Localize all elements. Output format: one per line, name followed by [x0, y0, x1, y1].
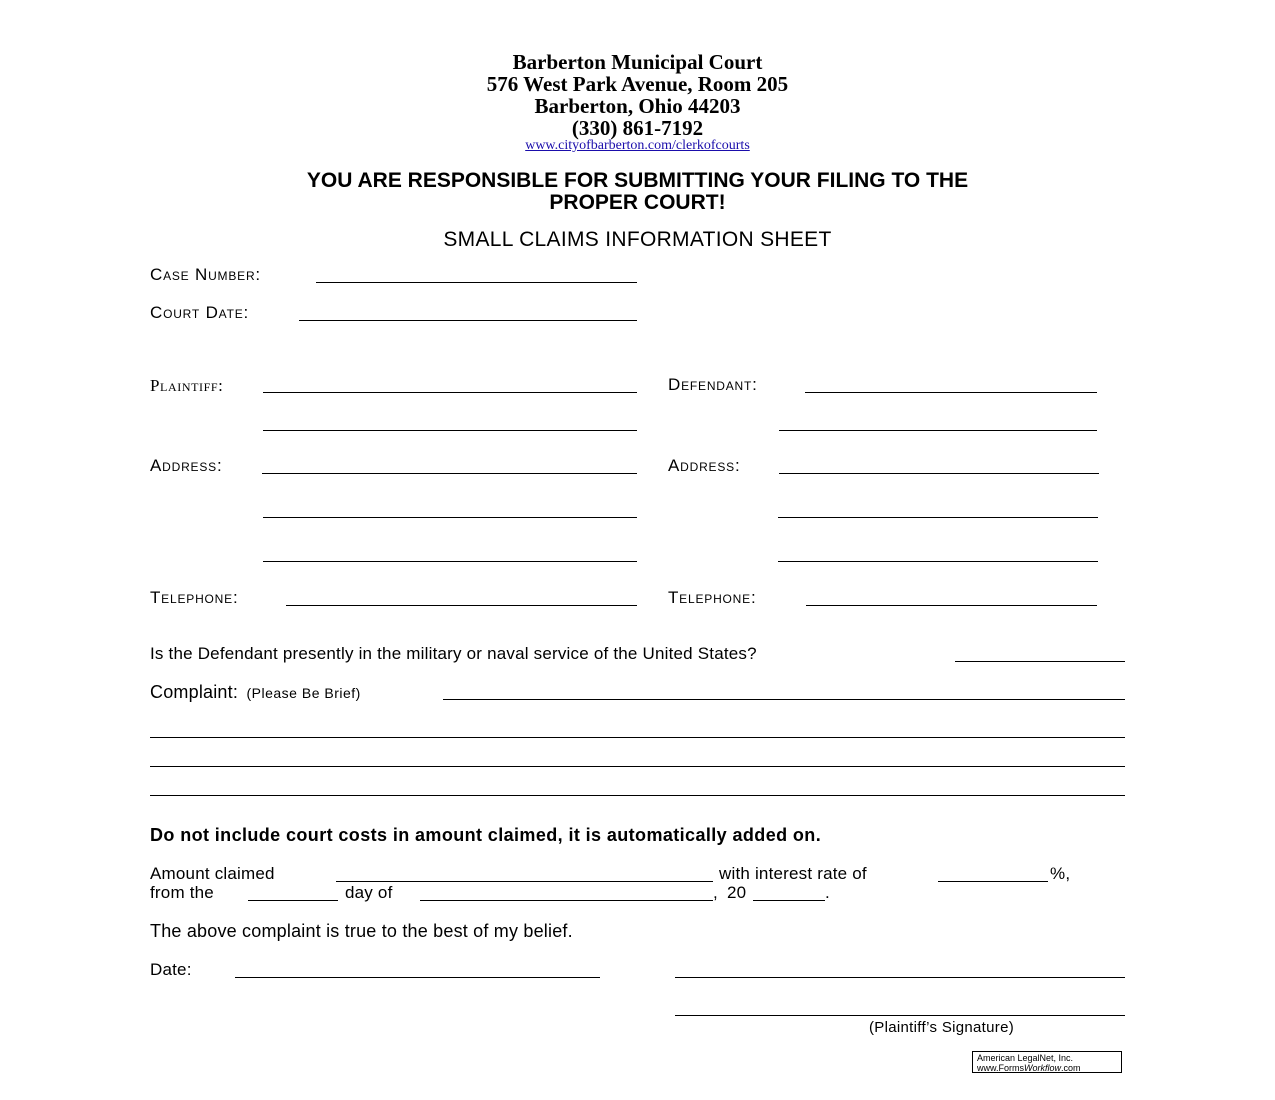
plaintiff-address-line-3[interactable]: [263, 561, 637, 562]
plaintiff-address-line-2[interactable]: [263, 517, 637, 518]
court-date-line[interactable]: [299, 320, 637, 321]
military-answer-line[interactable]: [955, 661, 1125, 662]
amount-claimed-line[interactable]: [336, 881, 713, 882]
logo-italic: Workflow: [1024, 1063, 1062, 1073]
interest-rate-label: with interest rate of: [719, 864, 867, 883]
defendant-line-2[interactable]: [779, 430, 1097, 431]
year-period: .: [825, 883, 830, 902]
court-website-link[interactable]: www.cityofbarberton.com/clerkofcourts: [525, 138, 750, 153]
court-date-label: Court Date:: [150, 303, 250, 322]
court-costs-notice: Do not include court costs in amount claimed, it is automatically added on.: [150, 825, 822, 845]
year-line[interactable]: [753, 900, 825, 901]
complaint-line-3[interactable]: [150, 766, 1125, 767]
date-line[interactable]: [235, 977, 600, 978]
logo-prefix: www.Forms: [977, 1063, 1024, 1073]
american-legalnet-logo: [972, 1051, 1122, 1073]
defendant-line-1[interactable]: [805, 392, 1097, 393]
complaint-label: Complaint:: [150, 682, 239, 702]
month-line[interactable]: [420, 900, 713, 901]
plaintiff-telephone-line[interactable]: [286, 605, 637, 606]
warning-line-2: PROPER COURT!: [549, 191, 726, 214]
complaint-label-group: [150, 682, 361, 703]
signature-caption: (Plaintiff’s Signature): [869, 1019, 1015, 1036]
plaintiff-address-line-1[interactable]: [262, 473, 637, 474]
complaint-line-2[interactable]: [150, 737, 1125, 738]
form-title: SMALL CLAIMS INFORMATION SHEET: [443, 228, 832, 251]
logo-line-2: [977, 1063, 1121, 1073]
from-the-label: from the: [150, 883, 214, 902]
defendant-address-line-2[interactable]: [778, 517, 1098, 518]
court-address: 576 West Park Avenue, Room 205: [486, 72, 789, 96]
day-of-label: day of: [345, 883, 393, 902]
complaint-line-1[interactable]: [443, 699, 1125, 700]
defendant-telephone-line[interactable]: [806, 605, 1097, 606]
belief-statement: The above complaint is true to the best of my belief.: [150, 921, 573, 941]
court-phone: (330) 861-7192: [571, 116, 704, 140]
interest-rate-line[interactable]: [938, 881, 1048, 882]
date-label: Date:: [150, 960, 192, 979]
logo-suffix: .com: [1061, 1063, 1081, 1073]
percent-sign: %,: [1050, 864, 1071, 883]
date-comma: ,: [713, 883, 718, 902]
defendant-address-line-1[interactable]: [779, 473, 1099, 474]
complaint-line-4[interactable]: [150, 795, 1125, 796]
warning-line-1: YOU ARE RESPONSIBLE FOR SUBMITTING YOUR FILING TO THE: [306, 169, 969, 192]
plaintiff-line-1[interactable]: [263, 392, 637, 393]
case-number-label: Case Number:: [150, 265, 261, 284]
logo-line-1: American LegalNet, Inc.: [977, 1053, 1074, 1063]
plaintiff-telephone-label: Telephone:: [150, 588, 239, 607]
plaintiff-line-2[interactable]: [263, 430, 637, 431]
day-number-line[interactable]: [248, 900, 338, 901]
case-number-line[interactable]: [316, 282, 637, 283]
year-prefix: 20: [727, 883, 747, 902]
military-question: Is the Defendant presently in the military or naval service of the United States?: [150, 644, 757, 663]
court-city: Barberton, Ohio 44203: [534, 94, 741, 118]
plaintiff-signature-line[interactable]: [675, 1015, 1125, 1016]
defendant-label: Defendant:: [668, 375, 758, 394]
court-name: Barberton Municipal Court: [512, 50, 763, 74]
complaint-hint: (Please Be Brief): [246, 685, 361, 701]
amount-claimed-label: Amount claimed: [150, 864, 275, 883]
defendant-address-line-3[interactable]: [778, 561, 1098, 562]
plaintiff-label: Plaintiff:: [150, 376, 224, 395]
defendant-address-label: Address:: [668, 456, 741, 475]
plaintiff-address-label: Address:: [150, 456, 223, 475]
defendant-telephone-label: Telephone:: [668, 588, 757, 607]
signature-line-1[interactable]: [675, 977, 1125, 978]
